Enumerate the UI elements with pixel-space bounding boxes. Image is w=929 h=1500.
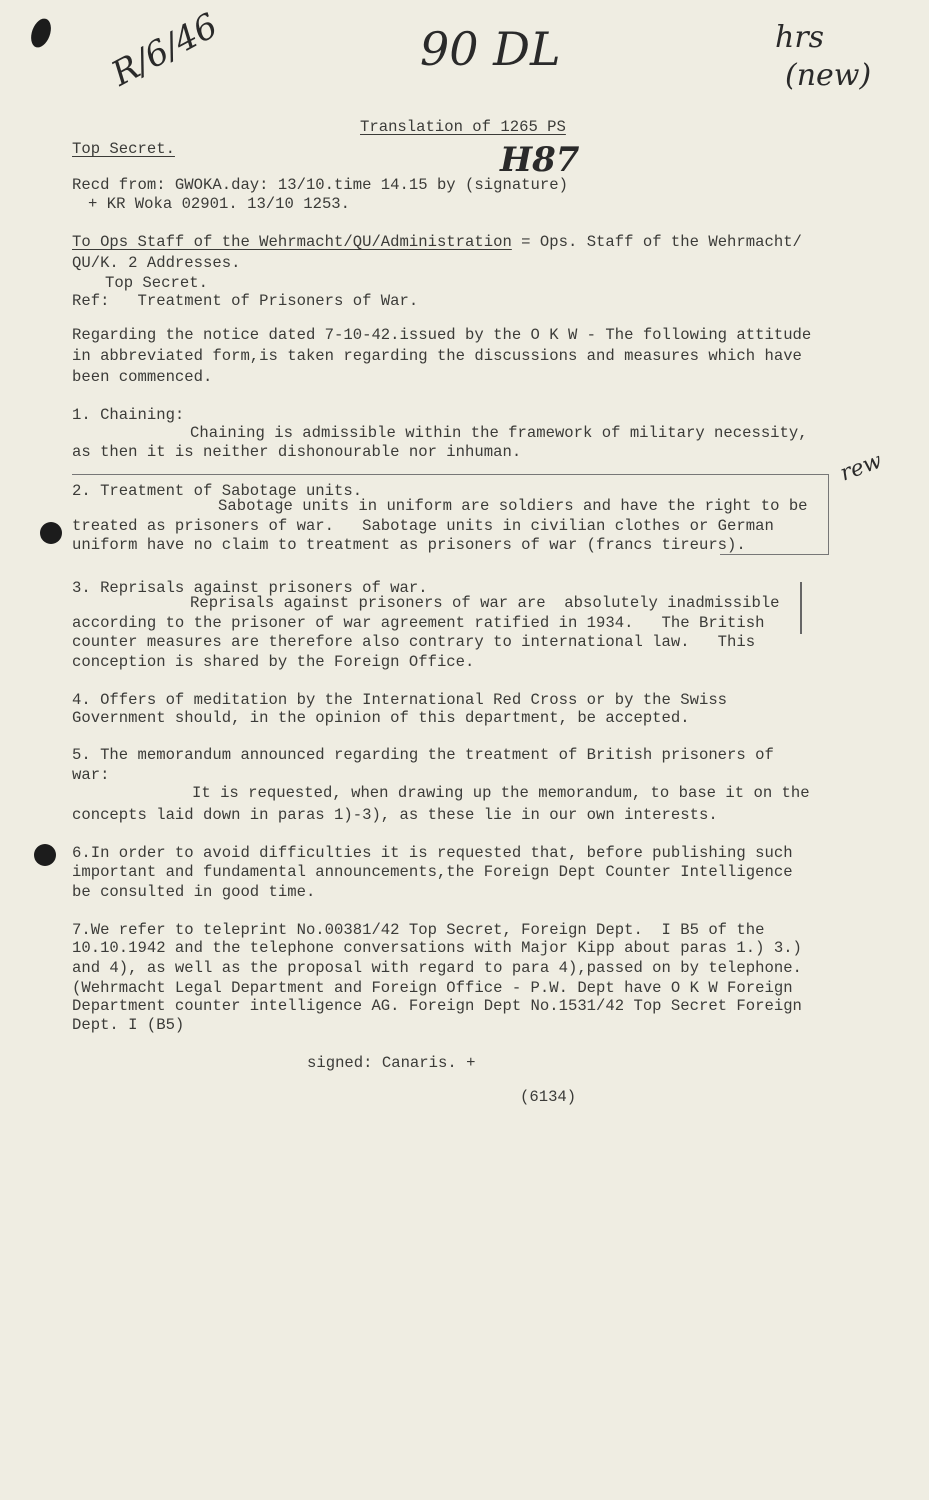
para-6-line: be consulted in good time. <box>72 883 316 901</box>
para-5-line: 5. The memorandum announced regarding the treatment of British prisoners of <box>72 746 774 764</box>
para-3-line: conception is shared by the Foreign Office. <box>72 653 475 671</box>
handwritten-stamp-mark: H87 <box>500 140 580 180</box>
para-3-line: Reprisals against prisoners of war are absolutely inadmissible <box>190 594 780 612</box>
para-5-line: It is requested, when drawing up the memorandum, to base it on the <box>192 784 810 802</box>
para-7-line: 10.10.1942 and the telephone conversations with Major Kipp about paras 1.) 3.) <box>72 939 802 957</box>
para-5-line: war: <box>72 766 110 784</box>
para-3-heading: 3. Reprisals against prisoners of war. <box>72 579 428 597</box>
reference-line: Ref: Treatment of Prisoners of War. <box>72 292 419 310</box>
punch-hole-mark <box>34 844 56 866</box>
handwritten-note-1: hrs <box>775 20 825 55</box>
classification: Top Secret. <box>72 140 175 158</box>
address-line <box>72 232 802 252</box>
handwritten-code: 90 DL <box>420 22 561 76</box>
addressee: To Ops Staff of the Wehrmacht/QU/Administration <box>72 233 512 251</box>
para-4-line: Government should, in the opinion of this department, be accepted. <box>72 709 690 727</box>
para-1-heading: 1. Chaining: <box>72 406 185 424</box>
para-7-line: and 4), as well as the proposal with regard to para 4),passed on by telephone. <box>72 959 802 977</box>
address-line: QU/K. 2 Addresses. <box>72 254 241 272</box>
punch-hole-mark <box>40 522 62 544</box>
para-2-line: treated as prisoners of war. Sabotage units in civilian clothes or German <box>72 517 774 535</box>
margin-note: rew <box>837 448 886 487</box>
para-6-line: important and fundamental announcements,the Foreign Dept Counter Intelligence <box>72 863 793 881</box>
para-4-line: 4. Offers of meditation by the International Red Cross or by the Swiss <box>72 691 728 709</box>
para-6-line: 6.In order to avoid difficulties it is requested that, before publishing such <box>72 844 793 862</box>
para-7-line: Dept. I (B5) <box>72 1016 185 1034</box>
page-reference: (6134) <box>520 1088 577 1106</box>
para-2-line: Sabotage units in uniform are soldiers and have the right to be <box>218 497 808 515</box>
para-7-line: (Wehrmacht Legal Department and Foreign Office - P.W. Dept have O K W Foreign <box>72 979 793 997</box>
para-2-heading: 2. Treatment of Sabotage units. <box>72 482 363 500</box>
receipt-line: + KR Woka 02901. 13/10 1253. <box>88 195 351 213</box>
signature-line: signed: Canaris. + <box>307 1054 476 1072</box>
para-3-line: counter measures are therefore also contrary to international law. This <box>72 633 756 651</box>
addressee-rest: = Ops. Staff of the Wehrmacht/ <box>511 233 802 251</box>
para-7-line: Department counter intelligence AG. Foreign Dept No.1531/42 Top Secret Foreign <box>72 997 802 1015</box>
handwritten-date: R/6/46 <box>105 5 225 95</box>
intro-line: in abbreviated form,is taken regarding the discussions and measures which have <box>72 347 802 365</box>
para-3-line: according to the prisoner of war agreement ratified in 1934. The British <box>72 614 765 632</box>
address-classification: Top Secret. <box>105 274 208 292</box>
margin-line <box>800 582 802 634</box>
ink-blot <box>27 16 54 50</box>
para-2-line: uniform have no claim to treatment as prisoners of war (francs tireurs). <box>72 536 746 554</box>
para-5-line: concepts laid down in paras 1)-3), as these lie in our own interests. <box>72 806 718 824</box>
intro-line: Regarding the notice dated 7-10-42.issued by the O K W - The following attitude <box>72 326 812 344</box>
receipt-line: Recd from: GWOKA.day: 13/10.time 14.15 by (signature) <box>72 176 568 194</box>
intro-line: been commenced. <box>72 368 213 386</box>
para-1-line: as then it is neither dishonourable nor inhuman. <box>72 443 522 461</box>
handwritten-note-2: (new) <box>785 58 872 93</box>
para-1-line: Chaining is admissible within the framework of military necessity, <box>190 424 808 442</box>
translation-title: Translation of 1265 PS <box>360 118 566 136</box>
para-7-line: 7.We refer to teleprint No.00381/42 Top Secret, Foreign Dept. I B5 of the <box>72 921 765 939</box>
